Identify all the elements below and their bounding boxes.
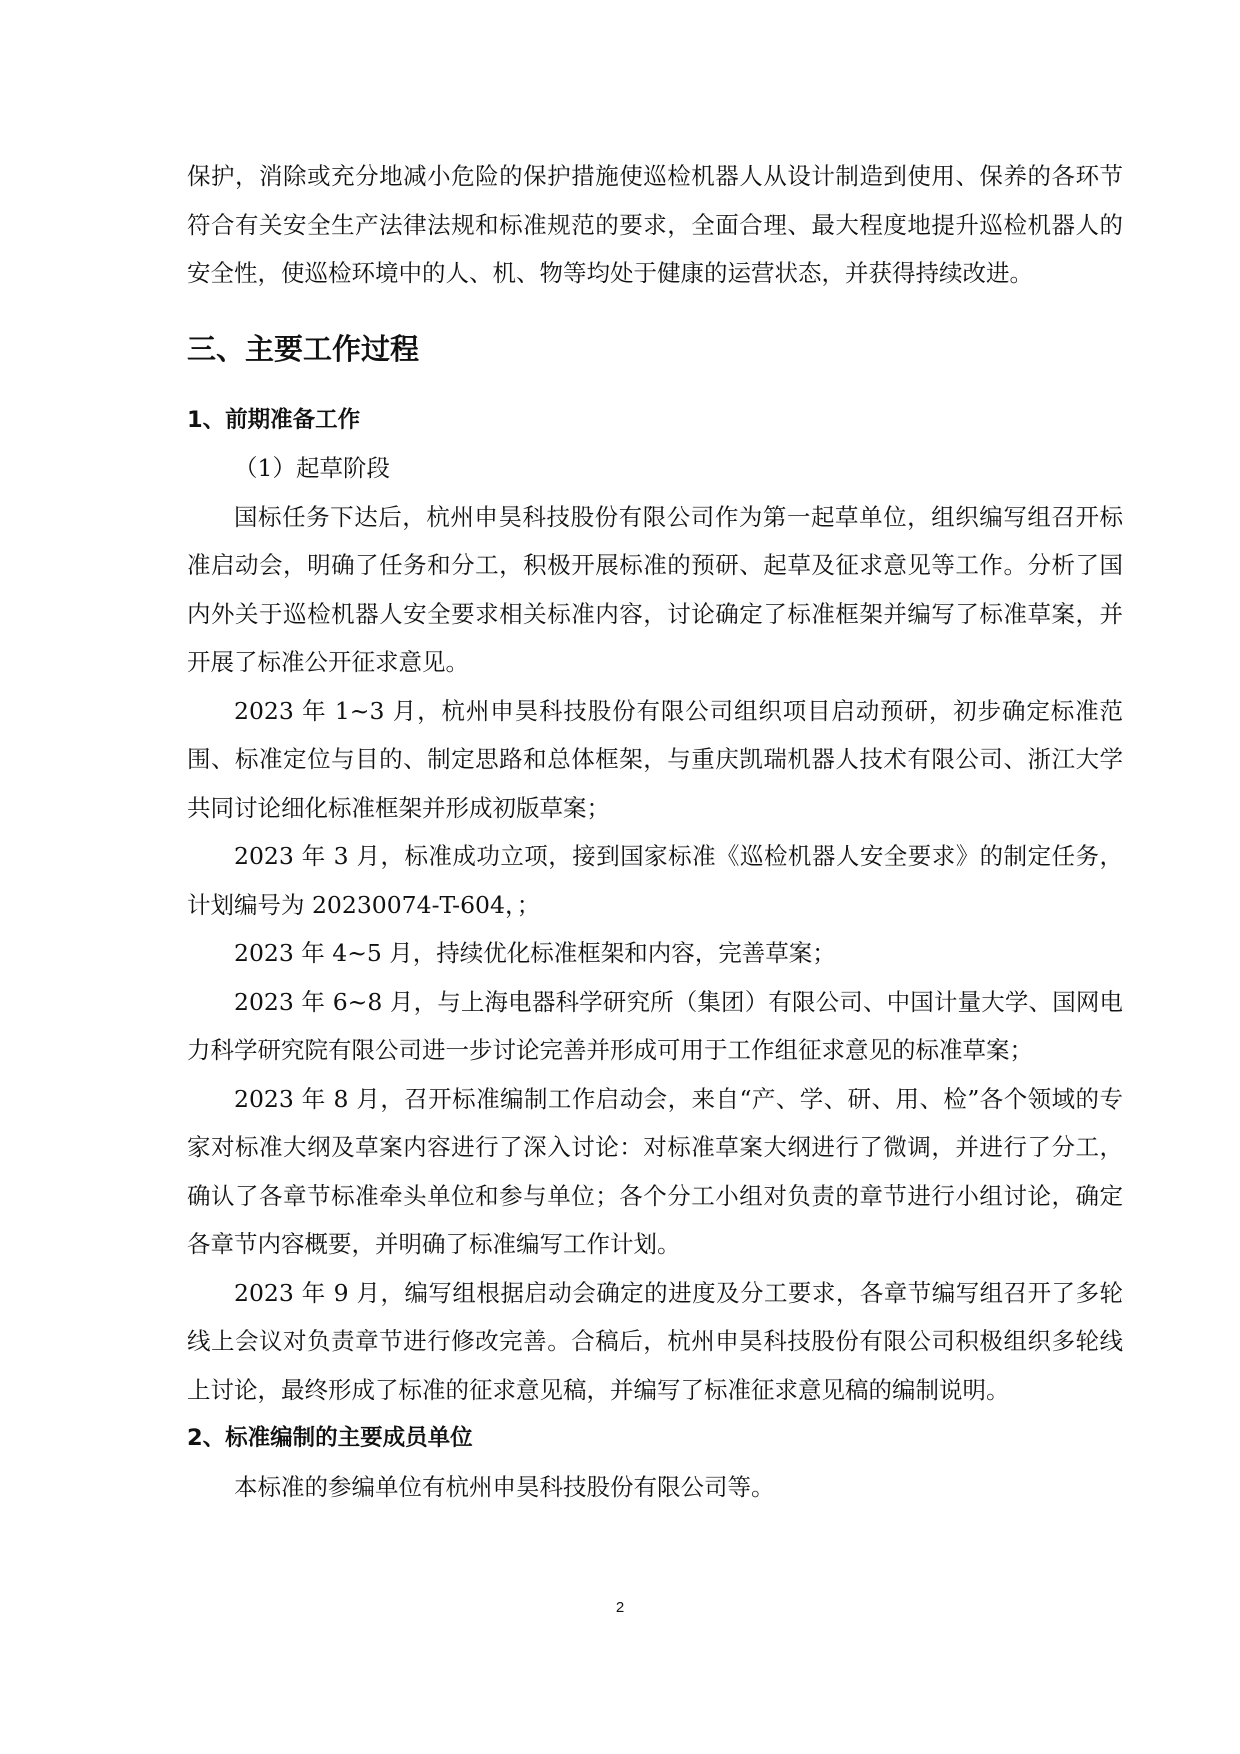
paragraph-drafting-overview: 国标任务下达后，杭州申昊科技股份有限公司作为第一起草单位，组织编写组召开标准启动会，明确了任务和分工，积极开展标准的预研、起草及征求意见等工作。分析了国内外关于巡检机器人安全要求相关标准内容，讨论确定了标准框架并编写了标准草案，并开展了标准公开征求意见。 bbox=[187, 502, 1123, 676]
paragraph-mar-2023: 2023 年 3 月，标准成功立项，接到国家标准《巡检机器人安全要求》的制定任务，计划编号为 20230074-T-604，； bbox=[187, 842, 1123, 919]
subsection-1-title: 1、前期准备工作 bbox=[187, 406, 361, 433]
paragraph-member-units: 本标准的参编单位有杭州申昊科技股份有限公司等。 bbox=[234, 1472, 775, 1501]
subsection-2-title: 2、标准编制的主要成员单位 bbox=[187, 1425, 473, 1451]
stage-label: （1）起草阶段 bbox=[234, 454, 390, 482]
paragraph-apr-may-2023: 2023 年 4~5 月，持续优化标准框架和内容，完善草案； bbox=[234, 939, 836, 967]
page-content bbox=[187, 152, 1123, 1511]
paragraph-jan-mar-2023: 2023 年 1~3 月，杭州申昊科技股份有限公司组织项目启动预研，初步确定标准范围、标准定位与目的、制定思路和总体框架，与重庆凯瑞机器人技术有限公司、浙江大学共同讨论细化标准框架并形成初版草案； bbox=[187, 696, 1123, 822]
paragraph-aug-2023: 2023 年 8 月，召开标准编制工作启动会，来自“产、学、研、用、检”各个领域的专家对标准大纲及草案内容进行了深入讨论：对标准草案大纲进行了微调，并进行了分工，确认了各章节标准牵头单位和参与单位；各个分工小组对负责的章节进行小组讨论，确定各章节内容概要，并明确了标准编写工作计划。 bbox=[187, 1084, 1123, 1258]
intro-paragraph: 保护，消除或充分地减小危险的保护措施使巡检机器人从设计制造到使用、保养的各环节符合有关安全生产法律法规和标准规范的要求，全面合理、最大程度地提升巡检机器人的安全性，使巡检环境中的人、机、物等均处于健康的运营状态，并获得持续改进。 bbox=[187, 162, 1123, 287]
section-title: 三、主要工作过程 bbox=[187, 331, 420, 366]
paragraph-jun-aug-2023: 2023 年 6~8 月，与上海电器科学研究所（集团）有限公司、中国计量大学、国网电力科学研究院有限公司进一步讨论完善并形成可用于工作组征求意见的标准草案； bbox=[187, 987, 1123, 1064]
page-number: 2 bbox=[615, 1599, 625, 1616]
paragraph-sep-2023: 2023 年 9 月，编写组根据启动会确定的进度及分工要求，各章节编写组召开了多轮线上会议对负责章节进行修改完善。合稿后，杭州申昊科技股份有限公司积极组织多轮线上讨论，最终形成了标准的征求意见稿，并编写了标准征求意见稿的编制说明。 bbox=[187, 1278, 1123, 1404]
